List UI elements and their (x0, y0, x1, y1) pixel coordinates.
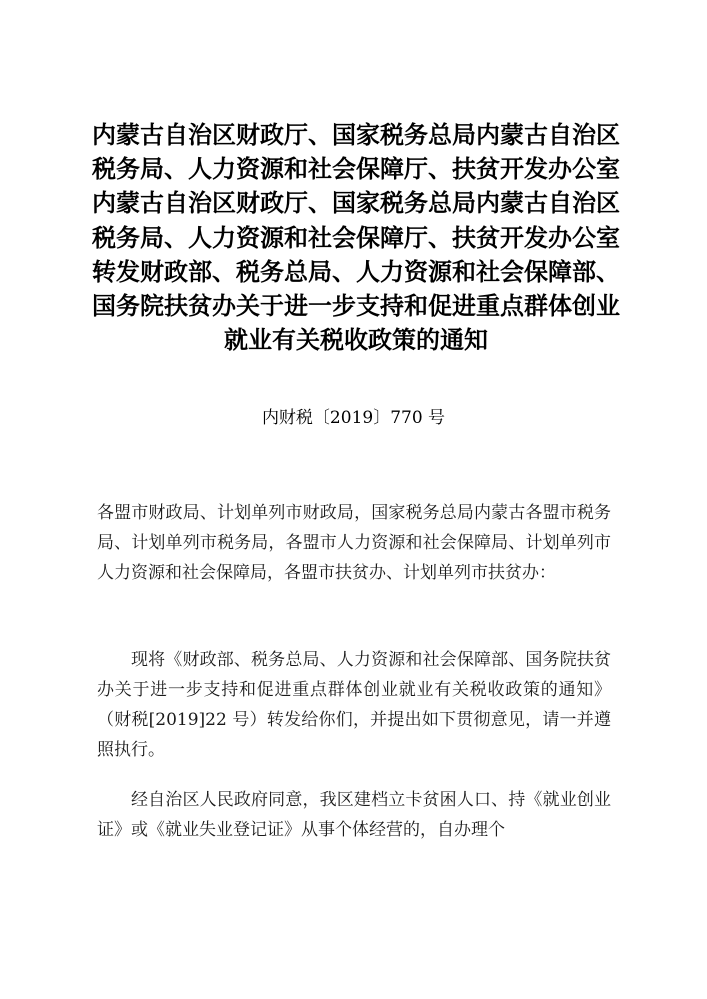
body-paragraph: 经自治区人民政府同意，我区建档立卡贫困人口、持《就业创业证》或《就业失业登记证》从事个体经营的，自办理个 (97, 790, 611, 840)
document-title: 内蒙古自治区财政厅、国家税务总局内蒙古自治区税务局、人力资源和社会保障厅、扶贫开发办公室 内蒙古自治区财政厅、国家税务总局内蒙古自治区税务局、人力资源和社会保障厅、扶贫开发办公室转发财政部、税务总局、人力资源和社会保障部、国务院扶贫办关于进一步支持和促进重点群体创业就业有关税收政策的通知 (92, 121, 620, 355)
body-paragraph: 现将《财政部、税务总局、人力资源和社会保障部、国务院扶贫办关于进一步支持和促进重点群体创业就业有关税收政策的通知》（财税[2019]22 号）转发给你们，并提出如下贯彻意见，请一并遵照执行。 (97, 650, 611, 760)
document-number: 内财税〔2019〕770 号 (261, 408, 446, 428)
addressee-paragraph: 各盟市财政局、计划单列市财政局，国家税务总局内蒙古各盟市税务局、计划单列市税务局，各盟市人力资源和社会保障局、计划单列市人力资源和社会保障局，各盟市扶贫办、计划单列市扶贫办： (97, 503, 611, 583)
